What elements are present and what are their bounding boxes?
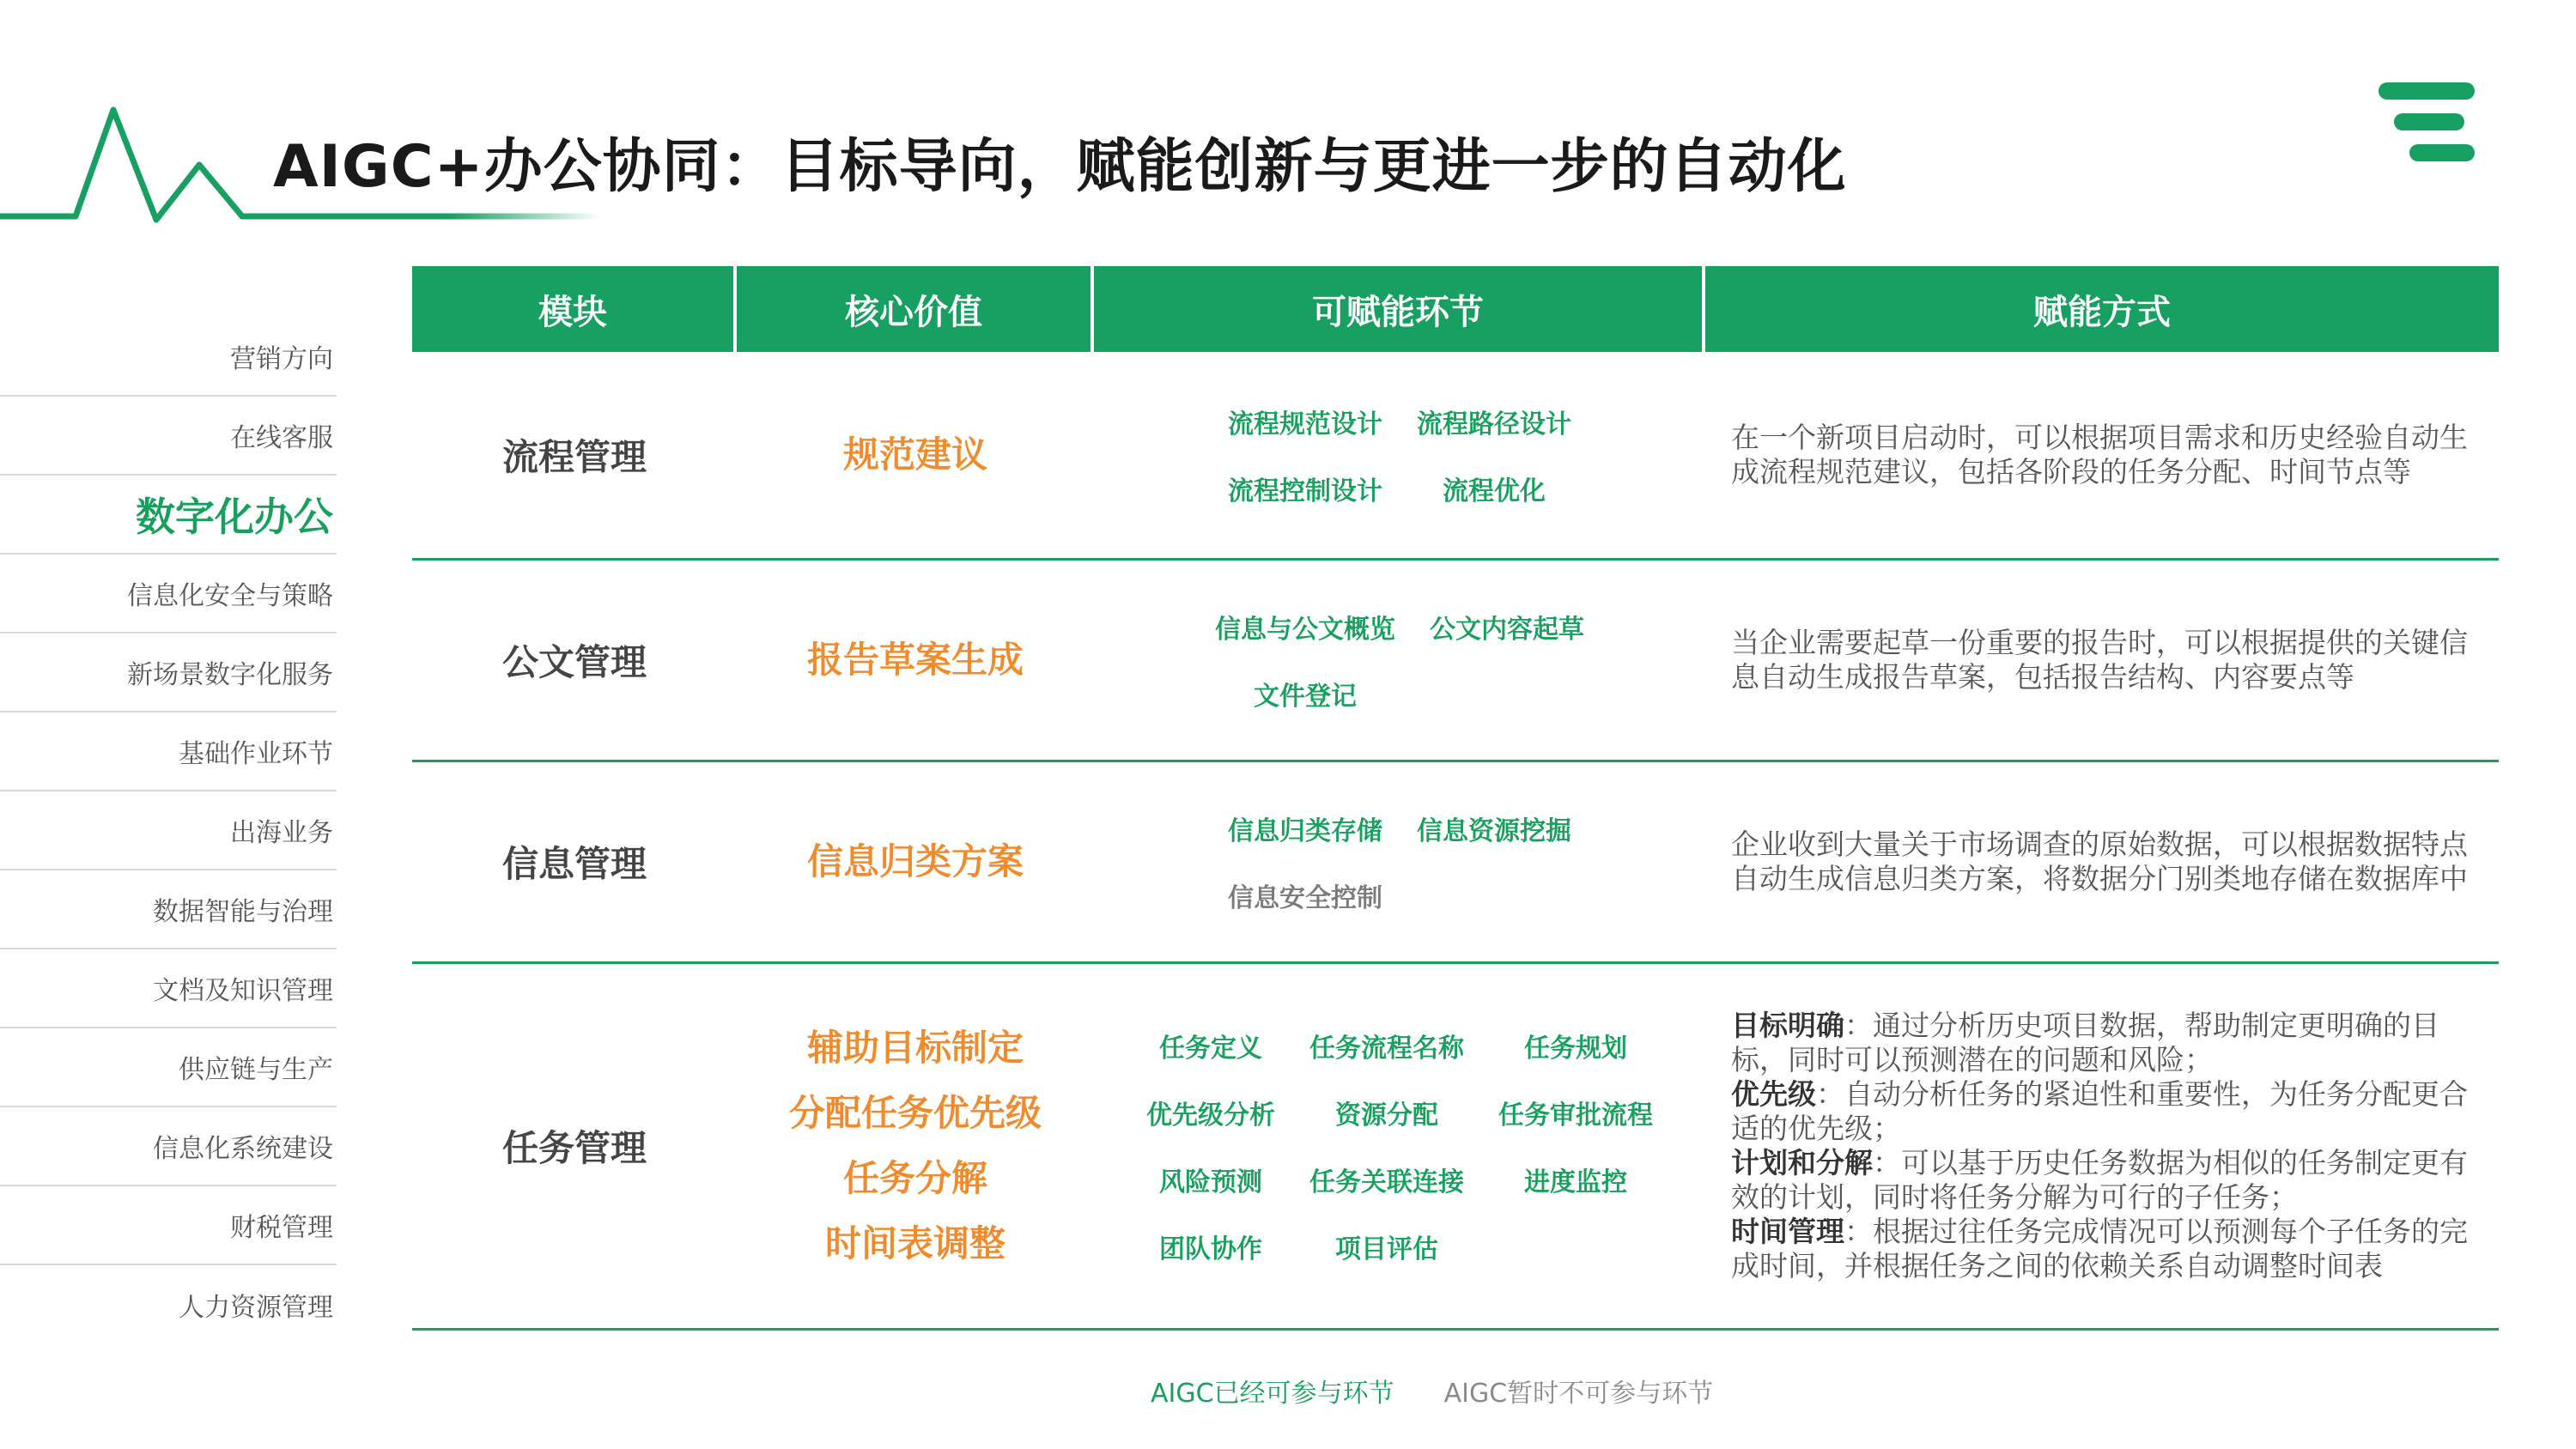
sidebar-item[interactable]: 人力资源管理	[179, 1293, 333, 1323]
step-chip: 任务定义	[1159, 1034, 1262, 1064]
header-module: 模块	[412, 266, 737, 352]
legend-disabled: AIGC暂时不可参与环节	[1443, 1379, 1714, 1409]
step-chip-grid	[1215, 608, 1584, 712]
enabled-steps-cell	[1094, 762, 1705, 961]
method-text: ：自动分析任务的紧迫性和重要性，为任务分配更合适的优先级；	[1731, 1077, 2468, 1145]
module-name: 流程管理	[501, 436, 647, 478]
sidebar-item[interactable]: 数字化办公	[0, 476, 337, 555]
sidebar-item[interactable]: 在线客服	[0, 397, 337, 476]
method-term: 优先级	[1731, 1077, 1816, 1111]
module-name: 公文管理	[501, 641, 647, 683]
legend	[1151, 1372, 1713, 1410]
core-value: 规范建议	[842, 433, 987, 476]
step-chip-grid	[1228, 403, 1571, 507]
enabled-steps-cell	[1094, 352, 1705, 558]
step-chip: 文件登记	[1254, 682, 1357, 712]
table-row	[412, 561, 2499, 762]
step-chip: 任务审批流程	[1498, 1100, 1653, 1131]
header-enabled-steps: 可赋能环节	[1094, 266, 1705, 352]
step-chip-grid	[1228, 809, 1571, 914]
method-item	[1731, 1146, 2470, 1215]
step-chip: 信息安全控制	[1228, 883, 1382, 913]
enablement-method-cell	[1705, 964, 2499, 1328]
step-chip: 资源分配	[1335, 1100, 1438, 1131]
table-header	[412, 266, 2499, 352]
sidebar-item[interactable]: 信息化安全与策略	[0, 555, 337, 634]
page-title: AIGC+办公协同：目标导向，赋能创新与更进一步的自动化	[273, 133, 1847, 201]
core-value-cell	[737, 964, 1094, 1328]
step-chip: 团队协作	[1159, 1234, 1262, 1264]
method-item	[1731, 1009, 2470, 1077]
sidebar-item[interactable]: 文档及知识管理	[0, 949, 337, 1028]
method-description: 在一个新项目启动时，可以根据项目需求和历史经验自动生成流程规范建议，包括各阶段的任务分配、时间节点等	[1731, 421, 2468, 488]
header-enablement-method: 赋能方式	[1705, 266, 2499, 352]
core-value-cell	[737, 762, 1094, 961]
step-chip: 流程规范设计	[1228, 409, 1382, 440]
sidebar-item[interactable]: 出海业务	[0, 791, 337, 870]
step-chip: 优先级分析	[1146, 1100, 1275, 1131]
sidebar-item[interactable]: 信息化系统建设	[0, 1107, 337, 1186]
step-chip: 风险预测	[1159, 1167, 1262, 1197]
table-row	[412, 352, 2499, 561]
sidebar-item[interactable]: 基础作业环节	[0, 712, 337, 791]
enabled-steps-cell	[1094, 561, 1705, 760]
core-value: 报告草案生成	[806, 639, 1024, 681]
enablement-method-cell	[1705, 561, 2499, 760]
sidebar-item[interactable]: 供应链与生产	[0, 1028, 337, 1107]
legend-enabled: AIGC已经可参与环节	[1151, 1379, 1394, 1409]
step-chip: 信息资源挖掘	[1417, 816, 1571, 846]
sidebar-item[interactable]: 数据智能与治理	[0, 870, 337, 949]
step-chip: 任务流程名称	[1309, 1034, 1464, 1064]
method-term: 计划和分解	[1731, 1146, 1873, 1179]
method-description-list	[1731, 1009, 2470, 1283]
core-value-cell	[737, 561, 1094, 760]
core-value-cell	[737, 352, 1094, 558]
method-text: ：通过分析历史项目数据，帮助制定更明确的目标，同时可以预测潜在的问题和风险；	[1731, 1009, 2439, 1076]
table-body	[412, 352, 2499, 1331]
step-chip: 流程控制设计	[1228, 476, 1382, 506]
header-core-value: 核心价值	[737, 266, 1094, 352]
method-text: ：根据过往任务完成情况可以预测每个子任务的完成时间，并根据任务之间的依赖关系自动调整时间表	[1731, 1215, 2468, 1282]
step-chip: 信息归类存储	[1228, 816, 1382, 846]
step-chip: 流程路径设计	[1417, 409, 1571, 440]
step-chip: 进度监控	[1524, 1167, 1627, 1197]
enabled-steps-cell	[1094, 964, 1705, 1328]
method-item	[1731, 1215, 2470, 1283]
method-text: ：可以基于历史任务数据为相似的任务制定更有效的计划，同时将任务分解为可行的子任务；	[1731, 1146, 2468, 1214]
capability-table	[412, 266, 2499, 1331]
enablement-method-cell	[1705, 762, 2499, 961]
core-value: 分配任务优先级	[788, 1092, 1042, 1134]
step-chip: 项目评估	[1335, 1234, 1438, 1264]
step-chip: 任务关联连接	[1309, 1167, 1464, 1197]
method-item	[1731, 1077, 2470, 1146]
method-description: 当企业需要起草一份重要的报告时，可以根据提供的关键信息自动生成报告草案，包括报告结构、内容要点等	[1731, 626, 2468, 694]
sidebar-item[interactable]: 营销方向	[0, 318, 337, 397]
step-chip: 流程优化	[1443, 476, 1546, 506]
table-row	[412, 964, 2499, 1331]
module-name: 任务管理	[501, 1127, 647, 1169]
step-chip: 信息与公文概览	[1215, 615, 1395, 645]
sidebar-item[interactable]: 财税管理	[0, 1186, 337, 1265]
method-term: 时间管理	[1731, 1215, 1844, 1248]
step-chip: 公文内容起草	[1430, 615, 1584, 645]
sidebar-nav	[0, 318, 337, 1344]
brand-logo-icon	[2370, 77, 2482, 163]
step-chip-grid	[1146, 1027, 1653, 1265]
enablement-method-cell	[1705, 352, 2499, 558]
table-row	[412, 762, 2499, 964]
module-name: 信息管理	[501, 843, 647, 885]
core-value: 信息归类方案	[806, 840, 1024, 882]
core-value: 任务分解	[842, 1157, 987, 1199]
method-term: 目标明确	[1731, 1009, 1844, 1042]
core-value: 辅助目标制定	[806, 1027, 1024, 1069]
core-value: 时间表调整	[824, 1222, 1005, 1264]
step-chip: 任务规划	[1524, 1034, 1627, 1064]
method-description: 企业收到大量关于市场调查的原始数据，可以根据数据特点自动生成信息归类方案，将数据分门别类地存储在数据库中	[1731, 828, 2468, 895]
sidebar-item[interactable]: 新场景数字化服务	[0, 634, 337, 712]
